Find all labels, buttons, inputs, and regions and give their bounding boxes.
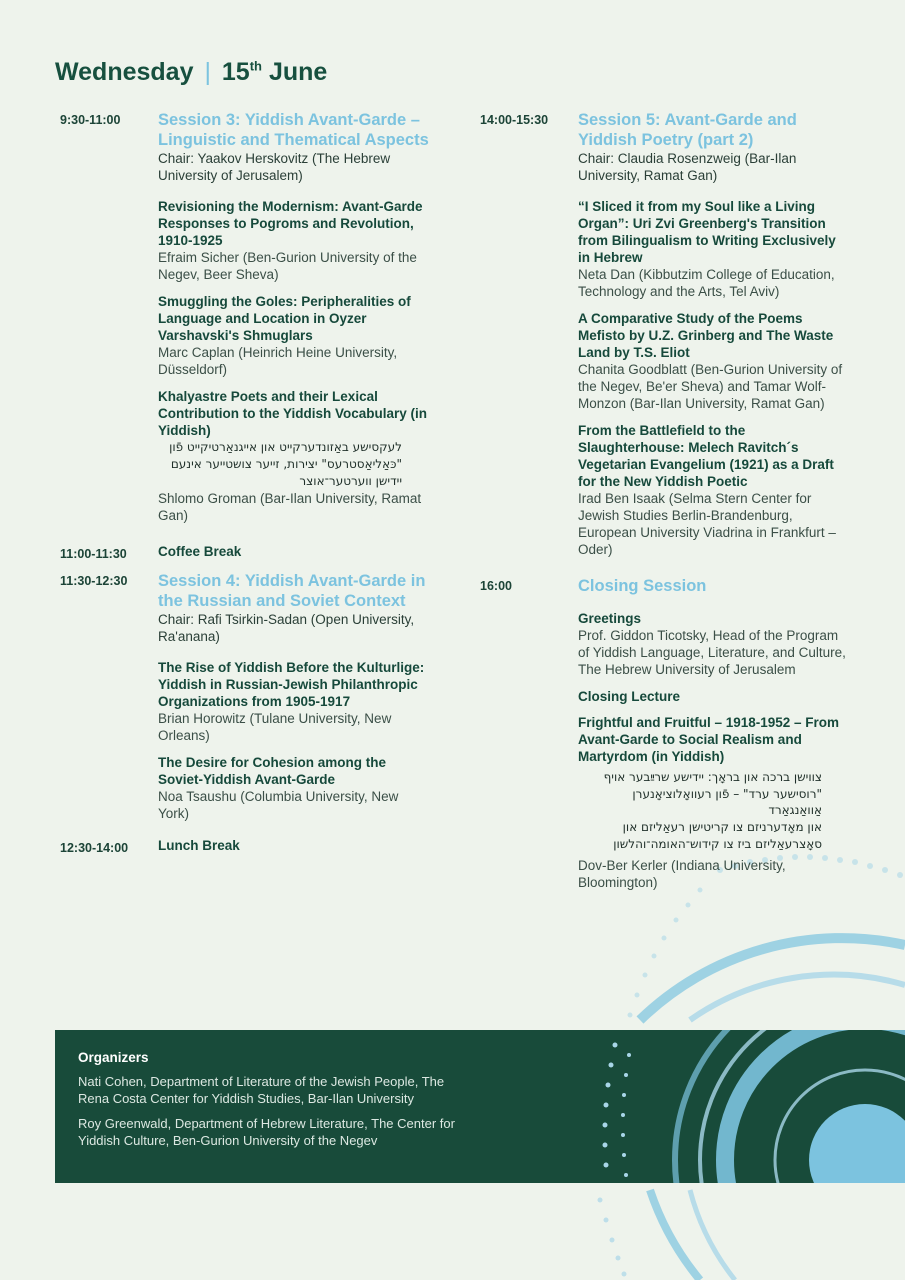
session-3-time: 9:30-11:00 [60,113,121,127]
title-month: June [268,58,328,86]
talk-title: Khalyastre Poets and their Lexical Contribution to the Yiddish Vocabulary (in Yiddish) [158,389,427,438]
session-5-time: 14:00-15:30 [480,113,549,127]
talk-title: The Rise of Yiddish Before the Kulturlige: Yiddish in Russian-Jewish Philanthropic Organizations from 1905-1917 [158,660,425,709]
session-3-chair: Chair: Yaakov Herskovitz (The Hebrew University of Jerusalem) [158,151,391,183]
closing-lecture-speaker: Dov-Ber Kerler (Indiana University, Bloomington) [578,858,786,890]
greetings-text: Prof. Giddon Ticotsky, Head of the Program of Yiddish Language, Literature, and Culture, The Hebrew University of Jerusalem [578,628,846,677]
talk-speaker: Neta Dan (Kibbutzim College of Education, Technology and the Arts, Tel Aviv) [578,267,835,299]
session-4-slot [60,571,430,832]
closing-session-title: Closing Session [578,577,707,595]
organizers-footer [55,1030,905,1183]
lunch-break-slot [60,838,430,855]
talk-speaker: Efraim Sicher (Ben-Gurion University of the Negev, Beer Sheva) [158,250,417,282]
title-separator: | [204,58,211,86]
lunch-break-label: Lunch Break [158,838,240,853]
talk-item [158,293,430,378]
talk-item [578,198,850,300]
session-5-title: Session 5: Avant-Garde and Yiddish Poetry (part 2) [578,111,797,149]
talk-speaker: Shlomo Groman (Bar-Ilan University, Ramat Gan) [158,491,422,523]
talk-item [578,310,850,412]
session-4-time: 11:30-12:30 [60,574,128,588]
talk-item [158,754,430,822]
closing-session-time: 16:00 [480,579,512,593]
talk-title: Smuggling the Goles: Peripheralities of Language and Location in Oyzer Varshavski's Shmuglars [158,294,411,343]
talk-title: Revisioning the Modernism: Avant-Garde Responses to Pogroms and Revolution, 1910-1925 [158,199,423,248]
talk-item [578,422,850,558]
talk-speaker: Brian Horowitz (Tulane University, New Orleans) [158,711,392,743]
greetings-label: Greetings [578,611,642,626]
closing-lecture-label: Closing Lecture [578,689,681,704]
closing-lecture-title: Frightful and Fruitful – 1918-1952 – From Avant-Garde to Social Realism and Martyrdom (in Yiddish) [578,715,840,764]
closing-lecture-yiddish-line: צווישן ברכה און בראָך: יידישע שרײַבער אויף [603,770,822,784]
session-4-title: Session 4: Yiddish Avant-Garde in the Russian and Soviet Context [158,572,426,610]
organizers-heading: Organizers [78,1050,149,1065]
page-title [55,58,327,87]
session-5-chair: Chair: Claudia Rosenzweig (Bar-Ilan University, Ramat Gan) [578,151,797,183]
organizer-entry: Nati Cohen, Department of Literature of the Jewish People, The Rena Costa Center for Yiddish Studies, Bar-Ilan University [78,1074,445,1106]
title-date-number: 15 [221,58,250,86]
closing-lecture-yiddish-line: "רוסישער ערד" – פֿון רעוואָלוציאָנערן אַוואַנגאַרד [632,787,822,817]
talk-yiddish-line: יידישן ווערטער־אוצר [299,474,402,488]
coffee-break-time: 11:00-11:30 [60,547,127,561]
session-3-slot [60,110,430,534]
coffee-break-slot [60,544,430,561]
talk-yiddish-line: לעקסישע באַזונדערקייט און אייגנאַרטיקייט פֿון [169,440,402,454]
talk-speaker: Chanita Goodblatt (Ben-Gurion University of the Negev, Be'er Sheva) and Tamar Wolf-Monzon (Bar-Ilan University, Ramat Gan) [578,362,843,411]
schedule-left-column [60,110,430,869]
organizer-entry: Roy Greenwald, Department of Hebrew Literature, The Center for Yiddish Culture, Ben-Gurion University of the Negev [78,1116,455,1148]
talk-speaker: Irad Ben Isaak (Selma Stern Center for Jewish Studies Berlin-Brandenburg, European University Viadrina in Frankfurt – Oder) [578,491,836,557]
talk-title: The Desire for Cohesion among the Soviet-Yiddish Avant-Garde [158,755,387,787]
coffee-break-label: Coffee Break [158,544,242,559]
greetings-block [578,610,850,678]
talk-speaker: Marc Caplan (Heinrich Heine University, Düsseldorf) [158,345,398,377]
talk-title: From the Battlefield to the Slaughterhouse: Melech Ravitch´s Vegetarian Evangelium (1921) as a Draft for the New Yiddish Poetic [578,423,834,489]
closing-lecture-block [578,714,850,891]
talk-item [158,198,430,283]
talk-item [158,659,430,744]
closing-lecture-yiddish-line: און מאָדערניזם צו קריטישן רעאַליזם און [622,820,822,834]
closing-lecture-yiddish-line: סאָצרעאַליזם ביז צו קידוש־האומה־והלשון [613,837,822,851]
schedule-right-column [480,110,850,915]
lunch-break-time: 12:30-14:00 [60,841,129,855]
talk-title: “I Sliced it from my Soul like a Living Organ”: Uri Zvi Greenberg's Transition from Bilingualism to Writing Exclusively in Hebrew [578,199,836,265]
talk-item [158,388,430,524]
session-4-chair: Chair: Rafi Tsirkin-Sadan (Open University, Ra'anana) [158,612,415,644]
session-5-slot [480,110,850,568]
title-day: Wednesday [55,58,194,86]
talk-yiddish-line: "כּאַליאַסטרעס" יצירות, זייער צושטייער אינעם [170,457,402,471]
title-date-suffix: th [249,58,262,74]
talk-speaker: Noa Tsaushu (Columbia University, New York) [158,789,399,821]
talk-title: A Comparative Study of the Poems Mefisto by U.Z. Grinberg and The Waste Land by T.S. Eliot [578,311,834,360]
closing-session-slot [480,576,850,901]
session-3-title: Session 3: Yiddish Avant-Garde – Linguistic and Thematical Aspects [158,111,429,149]
